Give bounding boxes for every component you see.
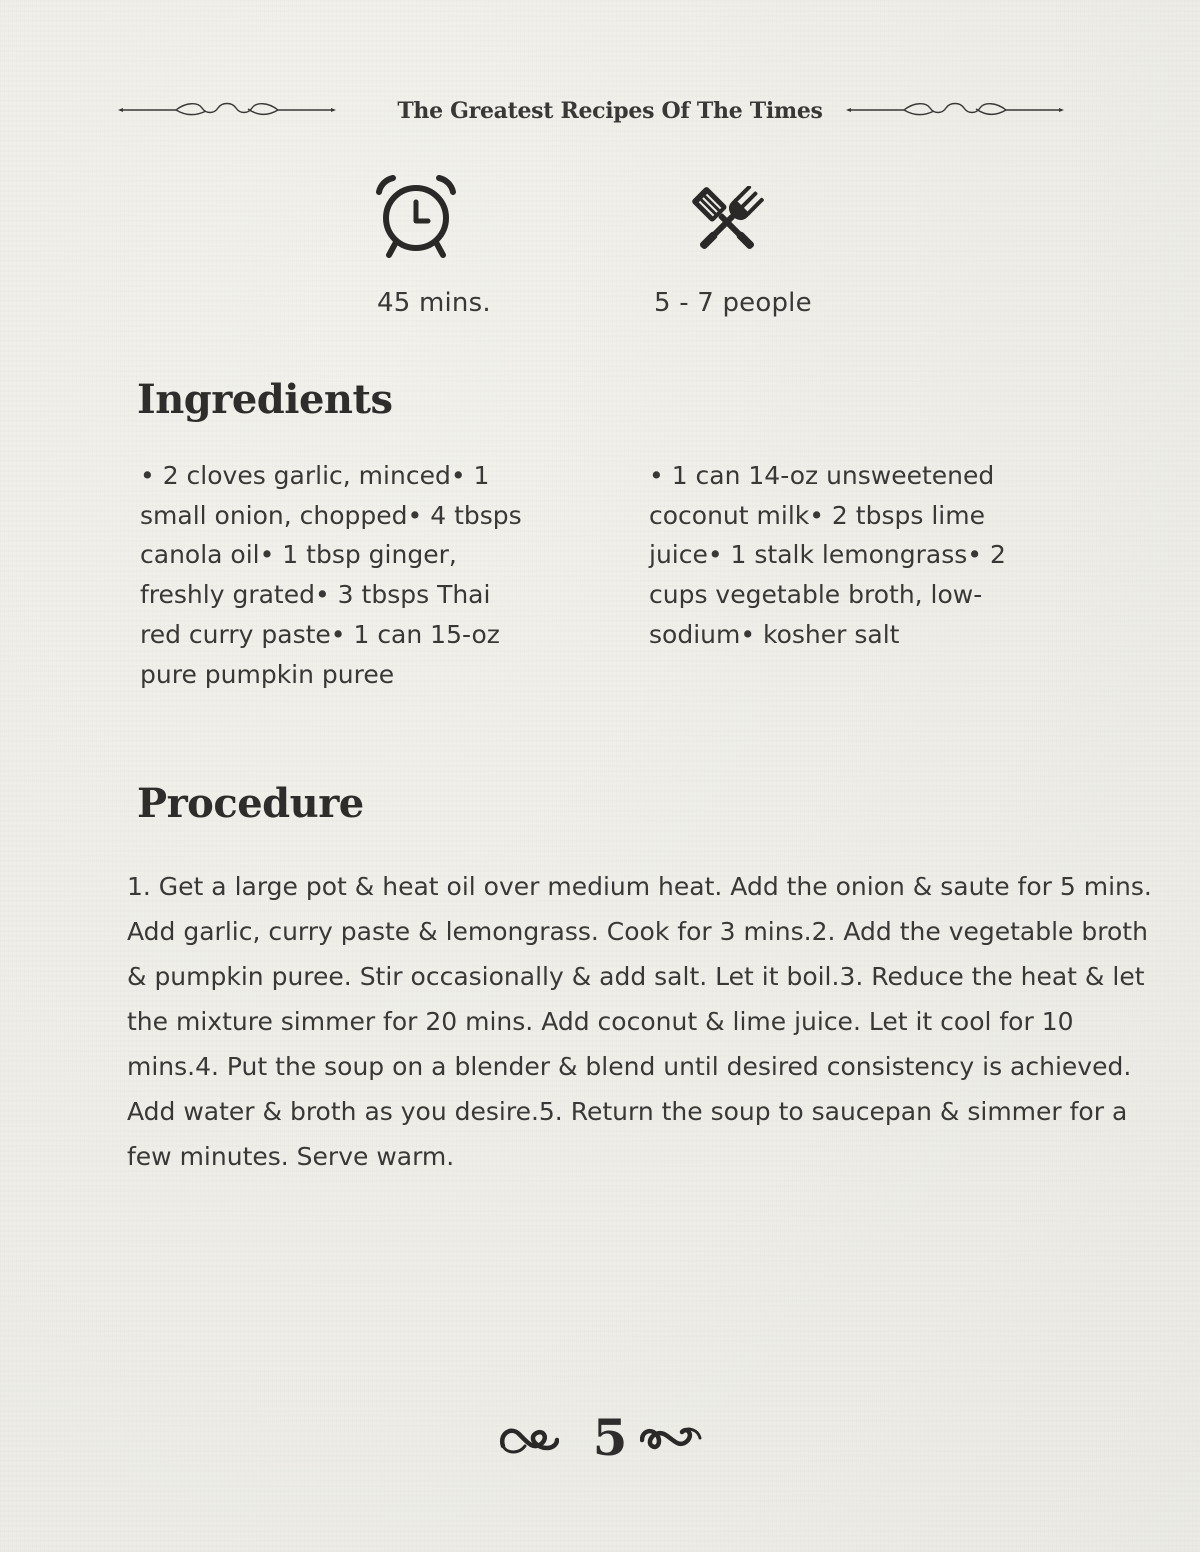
cook-time: 45 mins. <box>377 288 491 318</box>
ingredients-list-right: • 1 can 14-oz unsweetened coconut milk• 2 tbsps lime juice• 1 stalk lemongrass• 2 cups vegetable broth, low-sodium• kosher salt <box>649 461 1006 649</box>
ingredients-heading: Ingredients <box>137 376 393 423</box>
servings: 5 - 7 people <box>654 288 812 318</box>
spatula-fork-icon <box>688 186 766 258</box>
ingredients-list-left: • 2 cloves garlic, minced• 1 small onion, chopped• 4 tbsps canola oil• 1 tbsp ginger, freshly grated• 3 tbsps Thai red curry paste• 1 can 15-oz pure pumpkin puree <box>140 461 522 689</box>
page-number: 5 <box>592 1408 628 1467</box>
swash-right-ornament <box>640 1420 702 1460</box>
procedure-heading: Procedure <box>137 780 364 827</box>
flourish-right-ornament <box>844 98 1066 122</box>
procedure-text: 1. Get a large pot & heat oil over medium heat. Add the onion & saute for 5 mins. Add garlic, curry paste & lemongrass. Cook for 3 mins.2. Add the vegetable broth & pumpkin puree. Stir occasionally & add salt. Let it boil.3. Reduce the heat & let the mixture simmer for 20 mins. Add coconut & lime juice. Let it cool for 10 mins.4. Put the soup on a blender & blend until desired consistency is achieved. Add water & broth as you desire.5. Return the soup to saucepan & simmer for a few minutes. Serve warm. <box>127 872 1152 1171</box>
alarm-clock-icon <box>375 174 457 258</box>
book-title: The Greatest Recipes Of The Times <box>397 98 823 124</box>
swash-left-ornament <box>497 1420 559 1460</box>
